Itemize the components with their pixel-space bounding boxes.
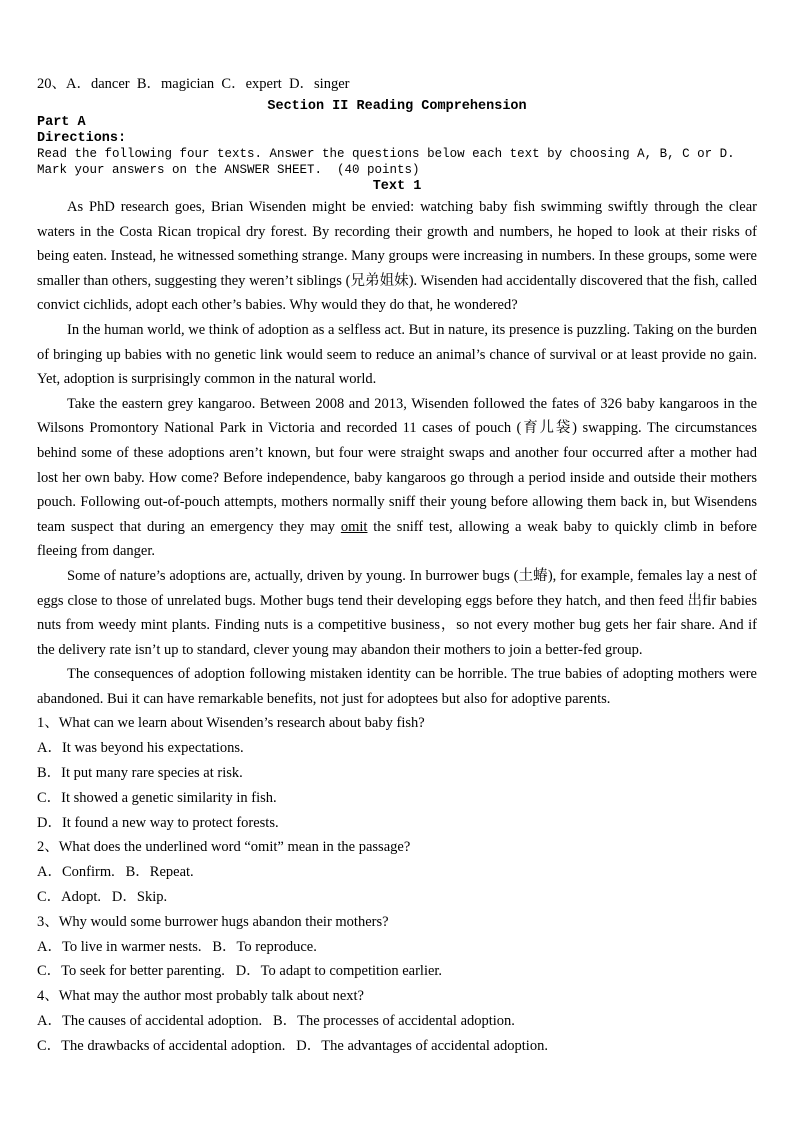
question-20-options: 20、A．dancer B．magician C．expert D．singer xyxy=(37,76,350,92)
question-1-stem: 1、What can we learn about Wisenden’s research about baby fish? xyxy=(37,715,425,732)
question-2-stem: 2、What does the underlined word “omit” mean in the passage? xyxy=(37,839,411,856)
question-2-options-ab: A．Confirm. B．Repeat. xyxy=(37,864,194,881)
text1-paragraph-4: Some of nature’s adoptions are, actually, driven by young. In burrower bugs (土蝽), for example, females lay a nest of eggs close to those of unrelated bugs. Mother bugs tend their developing eggs before they hatch, and then feed 出fir babies nuts from weedy mint plants. Finding nuts is a competitive business，so not every mother bug gets her fair share. And if the delivery rate isn’t up to standard, clever young may abandon their mothers to join a better-fed group. xyxy=(37,567,757,658)
question-4-stem: 4、What may the author most probably talk about next? xyxy=(37,988,364,1005)
text1-paragraph-5: The consequences of adoption following mistaken identity can be horrible. The true babies of adopting mothers were abandoned. Bui it can have remarkable benefits, not just for adoptees but also for adoptive parents. xyxy=(37,666,757,707)
question-1-option-b: B．It put many rare species at risk. xyxy=(37,765,243,782)
question-2-options-cd: C．Adopt. D．Skip. xyxy=(37,889,168,906)
directions-label: Directions: xyxy=(37,131,127,146)
paragraph-3-pre-text: Take the eastern grey kangaroo. Between 2008 and 2013, Wisenden followed the fates of 326 baby kangaroos in the Wilsons Promontory National Park in Victoria and recorded 11 cases of pouch (育儿袋) swapping. The circumstances behind some of these adoptions aren’t known, but four were straight swaps and another four occurred after a mother had lost her own baby. How come? Before independence, baby kangaroos go through a period inside and outside their mothers pouch. Following out-of-pouch attempts, mothers normally sniff their young before allowing them back in, but Wisendens team suspect that during an emergency they may xyxy=(37,395,757,535)
text1-heading: Text 1 xyxy=(372,179,422,194)
text1-paragraph-1: As PhD research goes, Brian Wisenden might be envied: watching baby fish swimming swiftly through the clear waters in the Costa Rican tropical dry forest. By recording their growth and numbers, he hoped to look at their risks of being eaten. Instead, he witnessed something strange. Many groups were increasing in numbers. In these groups, some were smaller than others, suggesting they weren’t siblings (兄弟姐妹). Wisenden had accidentally discovered that the fish, called convict cichlids, adopt each other’s babies. Why would they do that, he wondered? xyxy=(37,199,757,314)
question-1-option-d: D．It found a new way to protect forests. xyxy=(37,814,279,831)
question-3-stem: 3、Why would some burrower hugs abandon their mothers? xyxy=(37,913,389,930)
underlined-word-omit: omit xyxy=(340,518,368,535)
text1-paragraph-3 xyxy=(37,392,757,564)
question-1-option-c: C．It showed a genetic similarity in fish. xyxy=(37,789,277,806)
question-1-option-a: A．It was beyond his expectations. xyxy=(37,740,244,757)
part-a-label: Part A xyxy=(37,115,86,130)
question-3-options-ab: A．To live in warmer nests. B．To reproduce. xyxy=(37,938,317,955)
question-4-options-cd: C．The drawbacks of accidental adoption. D．The advantages of accidental adoption. xyxy=(37,1037,548,1054)
directions-text: Read the following four texts. Answer the questions below each text by choosing A, B, C or D. Mark your answers on the ANSWER SHEET. (40 points) xyxy=(37,147,743,177)
text1-paragraph-2: In the human world, we think of adoption as a selfless act. But in nature, its presence is puzzling. Taking on the burden of bringing up babies with no genetic link would seem to reduce an animal’s chance of survival or at least provide no gain. Yet, adoption is surprisingly common in the natural world. xyxy=(37,321,757,388)
paragraph-3-post-text: the sniff test, allowing a weak baby to quickly climb in before fleeing from danger. xyxy=(37,518,757,560)
question-3-options-cd: C．To seek for better parenting. D．To adapt to competition earlier. xyxy=(37,963,443,980)
section-title: Section II Reading Comprehension xyxy=(267,99,527,114)
question-4-options-ab: A．The causes of accidental adoption. B．The processes of accidental adoption. xyxy=(37,1013,515,1030)
